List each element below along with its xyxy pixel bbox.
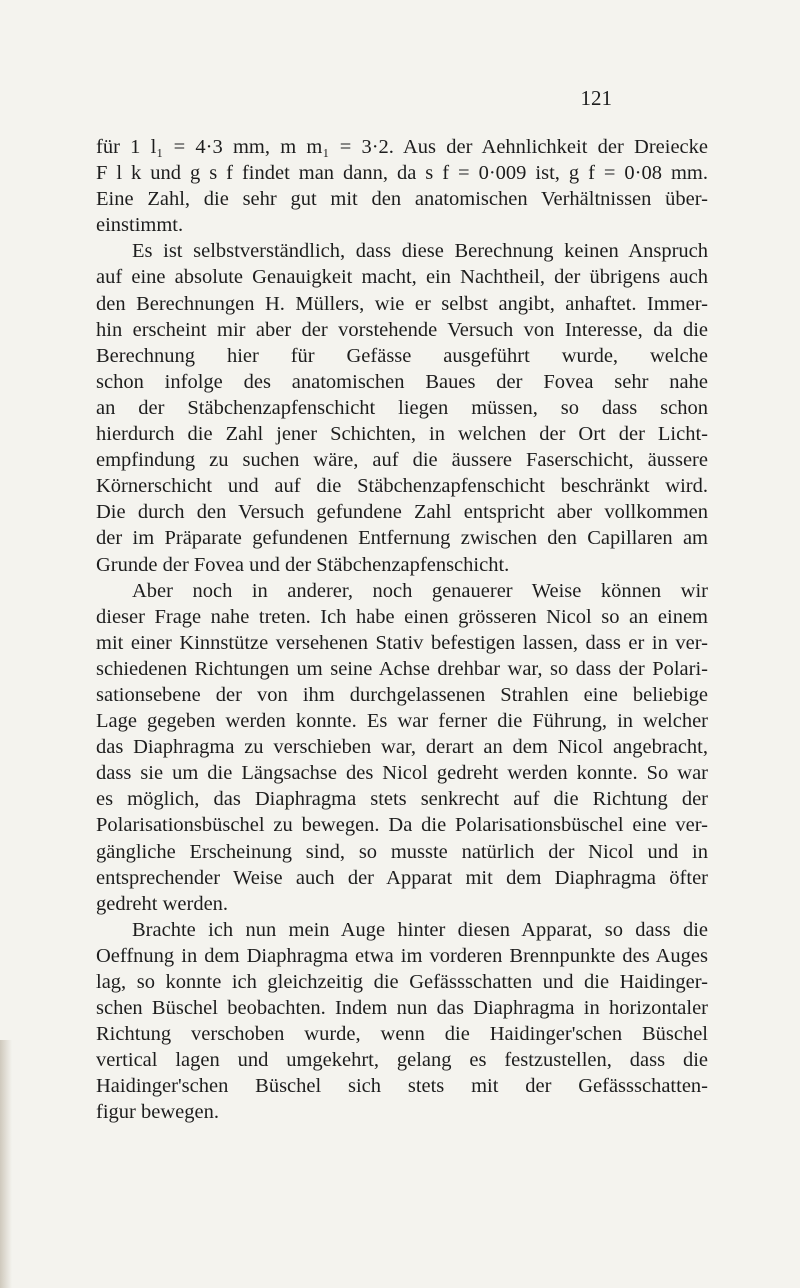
text-line: einstimmt. xyxy=(96,214,184,237)
text-line: dass sie um die Längsachse des Nicol gedreht werden konnte. So war xyxy=(96,762,708,785)
text-line: Berechnung hier für Gefässe ausgeführt wurde, welche xyxy=(96,344,708,367)
text-line: Haidinger'schen Büschel sich stets mit der Gefässschatten- xyxy=(96,1075,708,1098)
text-line: den Berechnungen H. Müllers, wie er selbst angibt, anhaftet. Immer- xyxy=(96,292,708,315)
text-line: Grunde der Fovea und der Stäbchenzapfenschicht. xyxy=(96,553,510,576)
text-line: Körnerschicht und auf die Stäbchenzapfenschicht beschränkt wird. xyxy=(96,475,708,498)
text-line: an der Stäbchenzapfenschicht liegen müssen, so dass schon xyxy=(96,396,708,419)
text-line: Polarisationsbüschel zu bewegen. Da die Polarisationsbüschel eine ver- xyxy=(96,814,708,837)
page-number: 121 xyxy=(580,86,612,110)
text-line: Es ist selbstverständlich, dass diese Berechnung keinen Anspruch xyxy=(132,240,708,263)
text-line: Aber noch in anderer, noch genauerer Weise können wir xyxy=(132,579,708,602)
text-line: gedreht werden. xyxy=(96,892,229,915)
text-line: Oeffnung in dem Diaphragma etwa im vorderen Brennpunkte des Auges xyxy=(96,944,708,967)
text-line: Richtung verschoben wurde, wenn die Haidinger'schen Büschel xyxy=(96,1023,708,1046)
text-line: auf eine absolute Genauigkeit macht, ein Nachtheil, der übrigens auch xyxy=(96,266,708,289)
text-line: Die durch den Versuch gefundene Zahl entspricht aber vollkommen xyxy=(96,501,708,524)
text-line: F l k und g s f findet man dann, da s f = 0·009 ist, g f = 0·08 mm. xyxy=(96,162,708,185)
text-line: gängliche Erscheinung sind, so musste natürlich der Nicol und in xyxy=(96,840,708,863)
text-line: Eine Zahl, die sehr gut mit den anatomischen Verhältnissen über- xyxy=(96,188,708,211)
text-line: für 1 l₁ = 4·3 mm, m m₁ = 3·2. Aus der Aehnlichkeit der Dreiecke xyxy=(96,136,708,158)
text-line: lag, so konnte ich gleichzeitig die Gefässschatten und die Haidinger- xyxy=(96,971,708,993)
text-line: der im Präparate gefundenen Entfernung zwischen den Capillaren am xyxy=(96,527,708,550)
text-line: entsprechender Weise auch der Apparat mit dem Diaphragma öfter xyxy=(96,866,708,889)
text-line: hierdurch die Zahl jener Schichten, in welchen der Ort der Licht- xyxy=(96,423,708,446)
text-line: schon infolge des anatomischen Baues der Fovea sehr nahe xyxy=(96,370,708,393)
text-line: dieser Frage nahe treten. Ich habe einen grösseren Nicol so an einem xyxy=(96,605,708,628)
text-line: figur bewegen. xyxy=(96,1101,219,1124)
text-line: schen Büschel beobachten. Indem nun das Diaphragma in horizontaler xyxy=(96,997,708,1020)
text-line: es möglich, das Diaphragma stets senkrecht auf die Richtung der xyxy=(96,788,708,811)
body-text xyxy=(96,134,708,1126)
text-line: das Diaphragma zu verschieben war, derart an dem Nicol angebracht, xyxy=(96,736,708,759)
text-line: sationsebene der von ihm durchgelassenen Strahlen eine beliebige xyxy=(96,683,708,706)
text-line: vertical lagen und umgekehrt, gelang es festzustellen, dass die xyxy=(96,1049,708,1072)
text-line: schiedenen Richtungen um seine Achse drehbar war, so dass der Polari- xyxy=(96,657,708,680)
text-line: Brachte ich nun mein Auge hinter diesen Apparat, so dass die xyxy=(132,918,708,941)
text-line: mit einer Kinnstütze versehenen Stativ befestigen lassen, dass er in ver- xyxy=(96,631,708,654)
text-line: hin erscheint mir aber der vorstehende Versuch von Interesse, da die xyxy=(96,318,708,341)
page-edge-shadow xyxy=(0,1040,12,1288)
text-line: empfindung zu suchen wäre, auf die äussere Faserschicht, äussere xyxy=(96,449,708,472)
text-line: Lage gegeben werden konnte. Es war ferner die Führung, in welcher xyxy=(96,710,708,733)
